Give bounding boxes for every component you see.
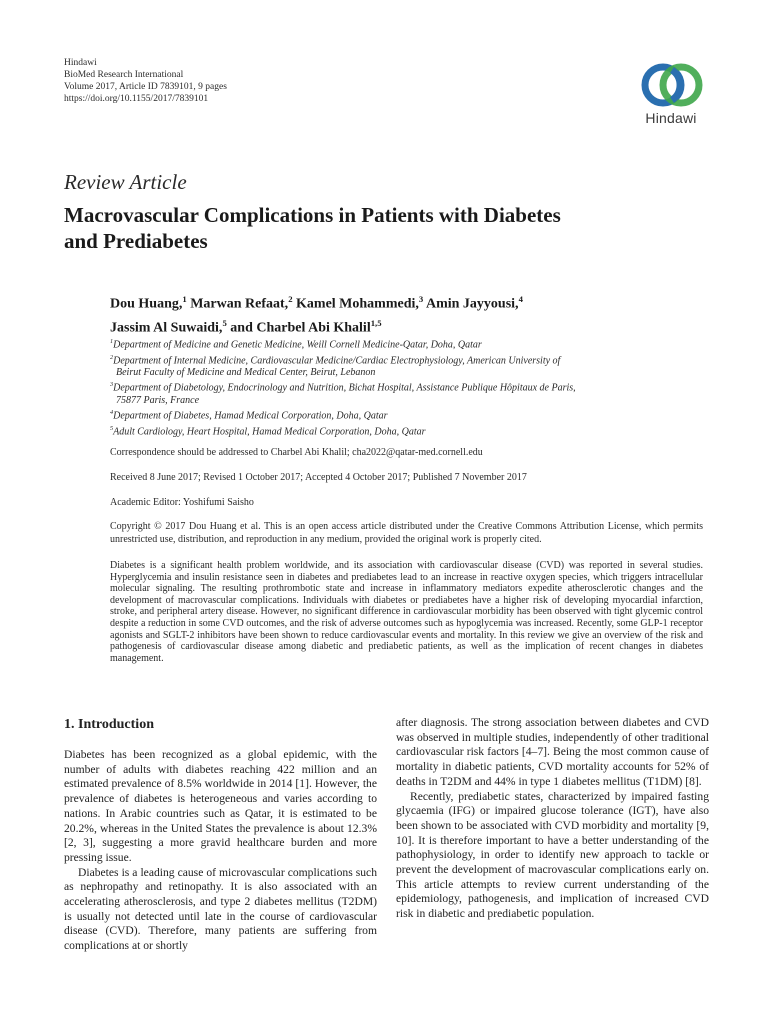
author-list xyxy=(110,290,670,337)
author-name[interactable]: Kamel Mohammedi, xyxy=(292,296,419,312)
affiliation-sup: 1 xyxy=(110,338,114,345)
affiliation-item xyxy=(110,336,690,352)
doi-link[interactable]: https://doi.org/10.1155/2017/7839101 xyxy=(64,94,209,104)
affiliation-text: Department of Diabetes, Hamad Medical Corporation, Doha, Qatar xyxy=(113,410,388,422)
author-name[interactable]: Jassim Al Suwaidi, xyxy=(110,320,223,336)
affiliation-sup: 5 xyxy=(110,424,114,432)
affiliations xyxy=(110,336,690,438)
affiliation-item xyxy=(110,407,690,423)
author-sup: 3 xyxy=(418,294,424,304)
volume-info: Volume 2017, Article ID 7839101, 9 pages xyxy=(64,82,227,92)
affiliation-continuation: Beirut Faculty of Medicine and Medical Center, Beirut, Lebanon xyxy=(116,367,376,379)
author-sup: 5 xyxy=(222,317,227,328)
affiliation-text: Adult Cardiology, Heart Hospital, Hamad Medical Corporation, Doha, Qatar xyxy=(113,425,426,437)
author-line-2 xyxy=(110,314,670,338)
affiliation-sup: 4 xyxy=(110,409,114,416)
affiliation-continuation: 75877 Paris, France xyxy=(116,394,200,406)
publication-dates: Received 8 June 2017; Revised 1 October 2017; Accepted 4 October 2017; Published 7 November 2017 xyxy=(110,472,527,483)
hindawi-logo-icon xyxy=(637,62,707,108)
author-name[interactable]: and Charbel Abi Khalil xyxy=(226,320,371,336)
section-heading: 1. Introduction xyxy=(64,717,154,732)
body-paragraph: after diagnosis. The strong association between diabetes and CVD was observed in multiple studies, independently of other traditional cardiovascular risk factors [4–7]. Being the most common cause of mortality in diabetic patients, CVD mortality accounts for 52% of deaths in T2DM and 44% in type 1 diabetes mellitus (T1DM) [8]. xyxy=(396,716,709,788)
author-name[interactable]: Dou Huang, xyxy=(110,296,183,312)
affiliation-item xyxy=(110,379,690,407)
affiliation-text: Department of Internal Medicine, Cardiovascular Medicine/Cardiac Electrophysiology, American University of xyxy=(113,354,561,366)
body-paragraph: Recently, prediabetic states, characterized by impaired fasting glycaemia (IFG) or impaired glucose tolerance (IGT), have also been shown to be associated with CVD morbidity and mortality [9, 10]. It is therefore important to have a better understanding of the pathophysiology, in order to identify new approach to tackle or prevent the development of macrovascular complications early on. This article attempts to review current understanding of the epidemiology, pathogenesis, and implication of increased CVD risk in diabetic and prediabetic population. xyxy=(396,789,709,921)
author-name[interactable]: Marwan Refaat, xyxy=(186,296,289,312)
copyright-notice: Copyright © 2017 Dou Huang et al. This is an open access article distributed under the Creative Commons Attribution License, which permits unrestricted use, distribution, and reproduction in any medium, provided the original work is properly cited. xyxy=(110,521,703,545)
journal-metadata xyxy=(64,57,227,105)
author-sup: 1 xyxy=(182,294,187,304)
abstract: Diabetes is a significant health problem worldwide, and its association with cardiovascular disease (CVD) was reported in several studies. Hyperglycemia and insulin resistance seen in diabetes and prediabetes lead to an increase in reactive oxygen species, which triggers intracellular molecular signaling. The resulting prothrombotic state and increase in inflammatory mediators expedite atherosclerotic changes and the development of macrovascular complications. Individuals with diabetes or prediabetes have a higher risk of developing myocardial infarction, stroke, and peripheral artery disease. However, no significant difference in cardiovascular morbidity has been observed with tight glycemic control despite a reduction in some CVD outcomes, and the risk of adverse outcomes such as hypoglycemia was increased. Recently, some GLP-1 receptor agonists and SGLT-2 inhibitors have been shown to reduce cardiovascular events and mortality. In this review we give an overview of the risk and pathogenesis of cardiovascular disease among diabetic and prediabetic patients, as well as the implication of recent changes in diabetes management. xyxy=(110,560,703,664)
affiliation-item xyxy=(110,352,690,380)
affiliation-item xyxy=(110,423,690,439)
author-line-1 xyxy=(110,290,670,314)
affiliation-text: Department of Medicine and Genetic Medicine, Weill Cornell Medicine-Qatar, Doha, Qatar xyxy=(113,339,482,351)
author-sup: 2 xyxy=(288,294,293,304)
author-sup: 1,5 xyxy=(370,317,382,328)
author-sup: 4 xyxy=(518,294,523,304)
academic-editor: Academic Editor: Yoshifumi Saisho xyxy=(110,497,254,508)
body-paragraph: Diabetes has been recognized as a global epidemic, with the number of adults with diabetes reaching 422 million and an estimated prevalence of 8.5% worldwide in 2014 [1]. However, the prevalence of diabetes is heterogeneous and varies according to nations. In Arabic countries such as Qatar, it is estimated to be 20.2%, whereas in the United States the prevalence is about 12.3% [2, 3], suggesting a more gravid healthcare burden and more pressing issue. xyxy=(64,748,377,864)
left-column xyxy=(64,716,377,954)
journal-name: BioMed Research International xyxy=(64,70,184,80)
correspondence: Correspondence should be addressed to Charbel Abi Khalil; cha2022@qatar-med.cornell.edu xyxy=(110,447,483,458)
body-paragraph: Diabetes is a leading cause of microvascular complications such as nephropathy and retinopathy. It is also associated with an accelerating atherosclerosis, and type 2 diabetes mellitus (T2DM) is usually not detected until late in the course of cardiovascular disease (CVD). Therefore, many patients are suffering from complications at or shortly xyxy=(64,865,377,953)
article-type: Review Article xyxy=(64,170,187,194)
affiliation-text: Department of Diabetology, Endocrinology and Nutrition, Bichat Hospital, Assistance Publique Hôpitaux de Paris, xyxy=(113,382,576,394)
author-name[interactable]: Amin Jayyousi, xyxy=(423,296,519,312)
affiliation-sup: 2 xyxy=(110,353,114,361)
publisher-name: Hindawi xyxy=(64,58,97,68)
article-title: Macrovascular Complications in Patients with Diabetes and Prediabetes xyxy=(64,203,561,253)
right-column xyxy=(396,716,709,922)
affiliation-sup: 3 xyxy=(110,381,114,389)
hindawi-logo-text: Hindawi xyxy=(645,110,697,126)
